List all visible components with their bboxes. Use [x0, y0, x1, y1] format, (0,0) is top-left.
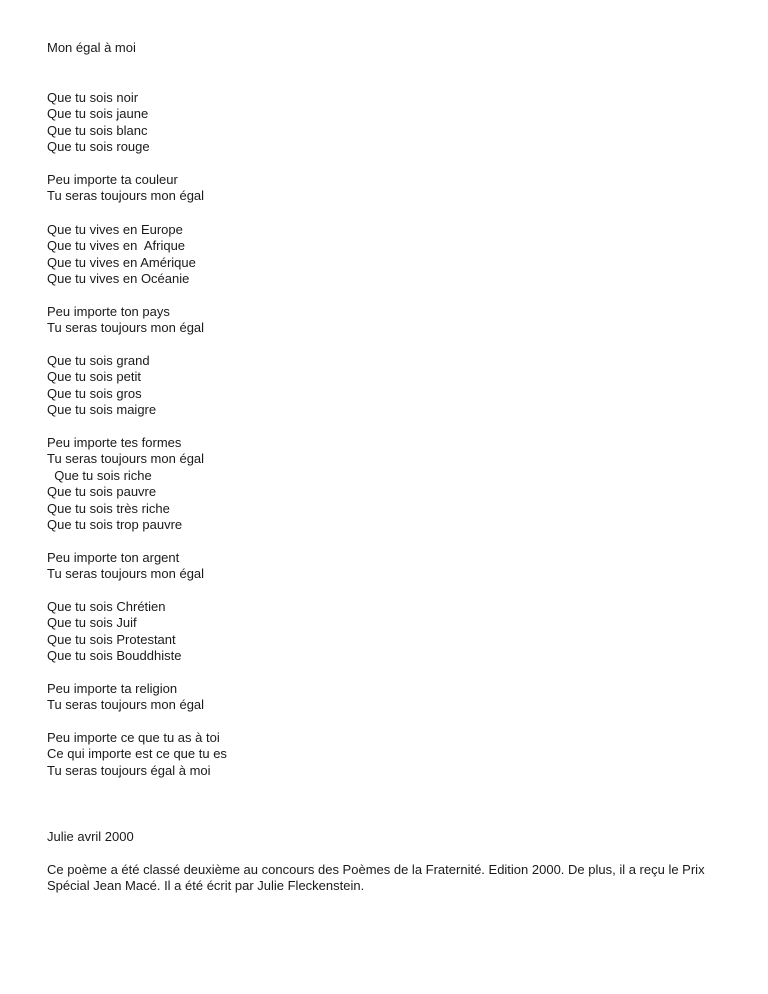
poem-line: Peu importe ton pays	[47, 304, 170, 319]
footnote-paragraph: Ce poème a été classé deuxième au concours des Poèmes de la Fraternité. Edition 2000. De plus, il a reçu le Prix Spécial Jean Macé. Il a été écrit par Julie Fleckenstein.	[47, 862, 705, 894]
poem-line: Peu importe ta couleur	[47, 172, 178, 187]
poem-line: Que tu sois Juif	[47, 615, 137, 631]
poem-line: Ce qui importe est ce que tu es	[47, 746, 227, 762]
poem-line: Peu importe ton argent	[47, 550, 180, 565]
poem-line: Tu seras toujours mon égal	[47, 320, 205, 336]
poem-line: Que tu sois jaune	[47, 106, 149, 122]
poem-line: Que tu sois petit	[47, 369, 141, 385]
poem-line: Que tu sois très riche	[47, 500, 170, 516]
poem-line: Que tu sois gros	[47, 385, 142, 401]
stanza-7	[47, 550, 204, 583]
stanza-8	[47, 599, 181, 665]
poem-line: Que tu sois maigre	[47, 402, 157, 418]
poem-title: Mon égal à moi	[47, 40, 136, 55]
poem-line: Tu seras toujours mon égal	[47, 697, 205, 713]
poem-line: Que tu sois riche	[47, 467, 152, 483]
stanza-3	[47, 222, 196, 288]
poem-line: Que tu sois grand	[47, 353, 150, 368]
poem-line: Que tu vives en Océanie	[47, 271, 190, 287]
stanza-10	[47, 730, 227, 779]
poem-line: Tu seras toujours mon égal	[47, 451, 205, 467]
stanza-6	[47, 435, 204, 533]
poem-line: Peu importe tes formes	[47, 435, 182, 450]
poem-line: Que tu sois noir	[47, 90, 139, 105]
poem-line: Tu seras toujours mon égal	[47, 566, 205, 582]
stanza-1	[47, 90, 150, 156]
poem-line: Tu seras toujours égal à moi	[47, 762, 211, 778]
poem-line: Que tu vives en Europe	[47, 222, 183, 237]
poem-line: Peu importe ta religion	[47, 681, 178, 696]
poem-line: Que tu sois Protestant	[47, 631, 176, 647]
poem-line: Que tu sois trop pauvre	[47, 517, 183, 533]
poem-line: Tu seras toujours mon égal	[47, 188, 205, 204]
stanza-2	[47, 172, 204, 205]
stanza-9	[47, 681, 204, 714]
signature: Julie avril 2000	[47, 829, 134, 844]
poem-line: Que tu sois rouge	[47, 139, 150, 155]
poem-line: Que tu sois Bouddhiste	[47, 648, 182, 664]
stanza-4	[47, 304, 204, 337]
poem-line: Que tu vives en Afrique	[47, 238, 186, 254]
poem-line: Que tu sois pauvre	[47, 484, 157, 500]
poem-line: Que tu vives en Amérique	[47, 254, 196, 270]
poem-line: Peu importe ce que tu as à toi	[47, 730, 220, 745]
poem-line: Que tu sois Chrétien	[47, 599, 166, 614]
stanza-5	[47, 353, 156, 419]
poem-line: Que tu sois blanc	[47, 122, 148, 138]
